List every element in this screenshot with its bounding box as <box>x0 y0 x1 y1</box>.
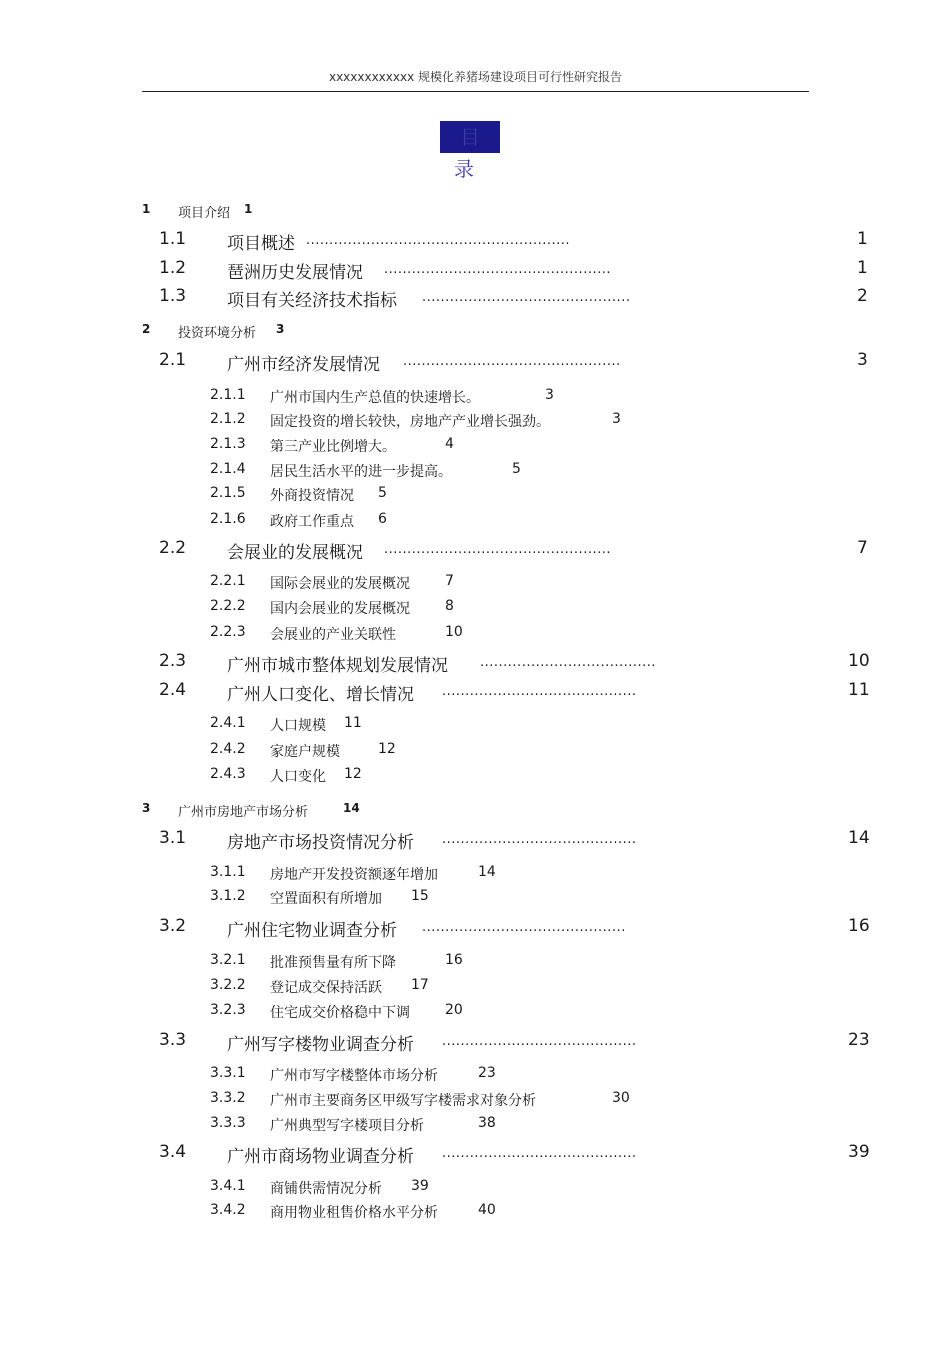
toc-page: 1 <box>244 202 253 216</box>
toc-number: 3.1.1 <box>210 864 246 880</box>
toc-page: 39 <box>411 1178 429 1194</box>
toc-page: 20 <box>445 1002 463 1018</box>
toc-text: 商用物业租售价格水平分析 <box>270 1205 438 1221</box>
toc-page: 12 <box>378 741 396 757</box>
toc-number: 2.1.2 <box>210 411 246 427</box>
toc-text: 会展业的发展概况 <box>227 543 363 563</box>
toc-text: 登记成交保持活跃 <box>270 980 382 996</box>
toc-number: 1.1 <box>159 229 187 249</box>
toc-page: 12 <box>344 766 362 782</box>
toc-text: 广州市城市整体规划发展情况 <box>227 656 448 676</box>
toc-leader: ...................................... <box>480 655 657 670</box>
toc-number: 3.2 <box>159 916 187 936</box>
toc-number: 3.3.2 <box>210 1090 246 1106</box>
toc-text: 广州市主要商务区甲级写字楼需求对象分析 <box>270 1093 536 1109</box>
toc-text: 广州市经济发展情况 <box>227 355 380 375</box>
toc-number: 2.2.2 <box>210 598 246 614</box>
toc-page: 8 <box>445 598 454 614</box>
toc-number: 3.1.2 <box>210 888 246 904</box>
toc-text: 广州市写字楼整体市场分析 <box>270 1068 438 1084</box>
toc-page: 11 <box>344 715 362 731</box>
toc-text: 会展业的产业关联性 <box>270 627 396 643</box>
toc-number: 2.4.3 <box>210 766 246 782</box>
toc-number: 2.2.1 <box>210 573 246 589</box>
toc-page: 23 <box>478 1065 496 1081</box>
toc-page: 6 <box>378 511 387 527</box>
toc-number: 2.1.4 <box>210 461 246 477</box>
toc-leader: .......................................... <box>442 832 637 847</box>
toc-text: 商铺供需情况分析 <box>270 1181 382 1197</box>
toc-text: 家庭户规模 <box>270 744 340 760</box>
toc-number: 2.4.1 <box>210 715 246 731</box>
toc-leader: ......................................................... <box>306 233 571 248</box>
toc-text: 项目有关经济技术指标 <box>227 291 397 311</box>
toc-leader: ................................................. <box>384 262 611 277</box>
toc-text: 广州人口变化、增长情况 <box>227 685 414 705</box>
toc-text: 居民生活水平的进一步提高。 <box>270 464 452 480</box>
toc-number: 3.4 <box>159 1142 187 1162</box>
toc-text: 广州典型写字楼项目分析 <box>270 1118 424 1134</box>
toc-leader: ............................................... <box>403 354 621 369</box>
toc-text: 住宅成交价格稳中下调 <box>270 1005 410 1021</box>
toc-text: 国际会展业的发展概况 <box>270 576 410 592</box>
toc-text: 固定投资的增长较快，房地产产业增长强劲。 <box>270 414 550 430</box>
toc-number: 1.2 <box>159 258 187 278</box>
toc-text: 批准预售量有所下降 <box>270 955 396 971</box>
toc-number: 2.1.1 <box>210 387 246 403</box>
toc-page: 7 <box>445 573 454 589</box>
toc-page: 5 <box>512 461 521 477</box>
toc-page: 16 <box>445 952 463 968</box>
toc-number: 3.2.1 <box>210 952 246 968</box>
toc-number: 2.2.3 <box>210 624 246 640</box>
toc-text: 人口规模 <box>270 718 326 734</box>
toc-number: 3.3.1 <box>210 1065 246 1081</box>
toc-number: 1 <box>142 202 151 216</box>
toc-text: 广州住宅物业调查分析 <box>227 921 397 941</box>
toc-number: 3.4.2 <box>210 1202 246 1218</box>
toc-leader: ............................................ <box>422 920 626 935</box>
toc-number: 3.3.3 <box>210 1115 246 1131</box>
toc-text: 第三产业比例增大。 <box>270 439 396 455</box>
document-page: xxxxxxxxxxxx 规模化养猪场建设项目可行性研究报告 目 录 1 项目介绍 1 1.1 项目概述 ......................................................... 1 1.2 琶洲历史发展情况 ................................................. 1 1.3 项目有关经济技术指标 ............................................. 2 2 投资环境分析 3 2.1 广州市经济发展情况 ............................................... 3 2.1.1 广州市国内生产总值的快速增长。 3 2.1.2 固定投资的增长较快，房地产产业增长强劲。 3 2.1.3 第三产业比例增大。 4 2.1.4 居民生活水平的进一步提高。 5 2.1.5 外商投资情况 5 2.1.6 政府工作重点 6 2.2 会展业的发展概况 ................................................. 7 2.2.1 国际会展业的发展概况 7 2.2.2 国内会展业的发展概况 8 2.2.3 会展业的产业关联性 10 2.3 广州市城市整体规划发展情况 ...................................... 10 2.4 广州人口变化、增长情况 .......................................... 11 2.4.1 人口规模 11 2.4.2 家庭户规模 12 2.4.3 人口变化 12 3 广州市房地产市场分析 14 3.1 房地产市场投资情况分析 .......................................... 14 3.1.1 房地产开发投资额逐年增加 14 3.1.2 空置面积有所增加 15 3.2 广州住宅物业调查分析 ............................................ 16 3.2.1 批准预售量有所下降 16 3.2.2 登记成交保持活跃 17 3.2.3 住宅成交价格稳中下调 20 3.3 广州写字楼物业调查分析 .......................................... 23 3.3.1 广州市写字楼整体市场分析 23 3.3.2 广州市主要商务区甲级写字楼需求对象分析 30 3.3.3 广州典型写字楼项目分析 38 3.4 广州市商场物业调查分析 .......................................... 39 3.4.1 商铺供需情况分析 39 3.4.2 商用物业租售价格水平分析 40 <box>142 70 870 1221</box>
toc-leader: ............................................. <box>422 290 631 305</box>
toc-text: 广州市商场物业调查分析 <box>227 1147 414 1167</box>
toc-text: 房地产市场投资情况分析 <box>227 833 414 853</box>
toc-number: 3.3 <box>159 1030 187 1050</box>
toc-number: 1.3 <box>159 286 187 306</box>
toc-page: 3 <box>612 411 621 427</box>
toc-number: 3.2.3 <box>210 1002 246 1018</box>
toc-number: 2.1.5 <box>210 485 246 501</box>
toc-page: 14 <box>343 801 360 815</box>
toc-number: 3 <box>142 801 151 815</box>
toc-title: 目 录 <box>440 121 500 153</box>
toc-text: 项目概述 <box>227 234 295 254</box>
toc-page: 3 <box>276 322 285 336</box>
toc-text: 房地产开发投资额逐年增加 <box>270 867 438 883</box>
toc-number: 3.1 <box>159 828 187 848</box>
toc-text: 政府工作重点 <box>270 514 354 530</box>
toc-page: 10 <box>445 624 463 640</box>
toc-text: 投资环境分析 <box>178 326 257 341</box>
toc-page: 4 <box>445 436 454 452</box>
toc-page: 15 <box>411 888 429 904</box>
toc-number: 3.4.1 <box>210 1178 246 1194</box>
toc-page: 3 <box>545 387 554 403</box>
toc-text: 外商投资情况 <box>270 488 354 504</box>
toc-number: 2.4.2 <box>210 741 246 757</box>
toc-leader: .......................................... <box>442 1034 637 1049</box>
toc-text: 项目介绍 <box>178 206 231 221</box>
toc-page: 38 <box>478 1115 496 1131</box>
toc-page: 5 <box>378 485 387 501</box>
toc-text: 广州市国内生产总值的快速增长。 <box>270 390 480 406</box>
toc-leader: ................................................. <box>384 542 611 557</box>
toc-number: 2.1.6 <box>210 511 246 527</box>
toc-text: 广州市房地产市场分析 <box>178 805 309 820</box>
toc-number: 2 <box>142 322 151 336</box>
toc-number: 2.1.3 <box>210 436 246 452</box>
toc-number: 2.3 <box>159 651 187 671</box>
toc-page: 40 <box>478 1202 496 1218</box>
toc-number: 2.4 <box>159 680 187 700</box>
header-rule <box>142 91 809 92</box>
toc-page: 14 <box>478 864 496 880</box>
toc-text: 琶洲历史发展情况 <box>227 263 363 283</box>
toc-page: 30 <box>612 1090 630 1106</box>
toc-number: 2.1 <box>159 350 187 370</box>
toc-text: 人口变化 <box>270 769 326 785</box>
page-header: xxxxxxxxxxxx 规模化养猪场建设项目可行性研究报告 <box>328 70 623 84</box>
toc-leader: .......................................... <box>442 684 637 699</box>
toc-text: 广州写字楼物业调查分析 <box>227 1035 414 1055</box>
toc-text: 空置面积有所增加 <box>270 891 382 907</box>
toc-number: 2.2 <box>159 538 187 558</box>
toc-number: 3.2.2 <box>210 977 246 993</box>
toc-leader: .......................................... <box>442 1146 637 1161</box>
toc-text: 国内会展业的发展概况 <box>270 601 410 617</box>
toc-page: 17 <box>411 977 429 993</box>
